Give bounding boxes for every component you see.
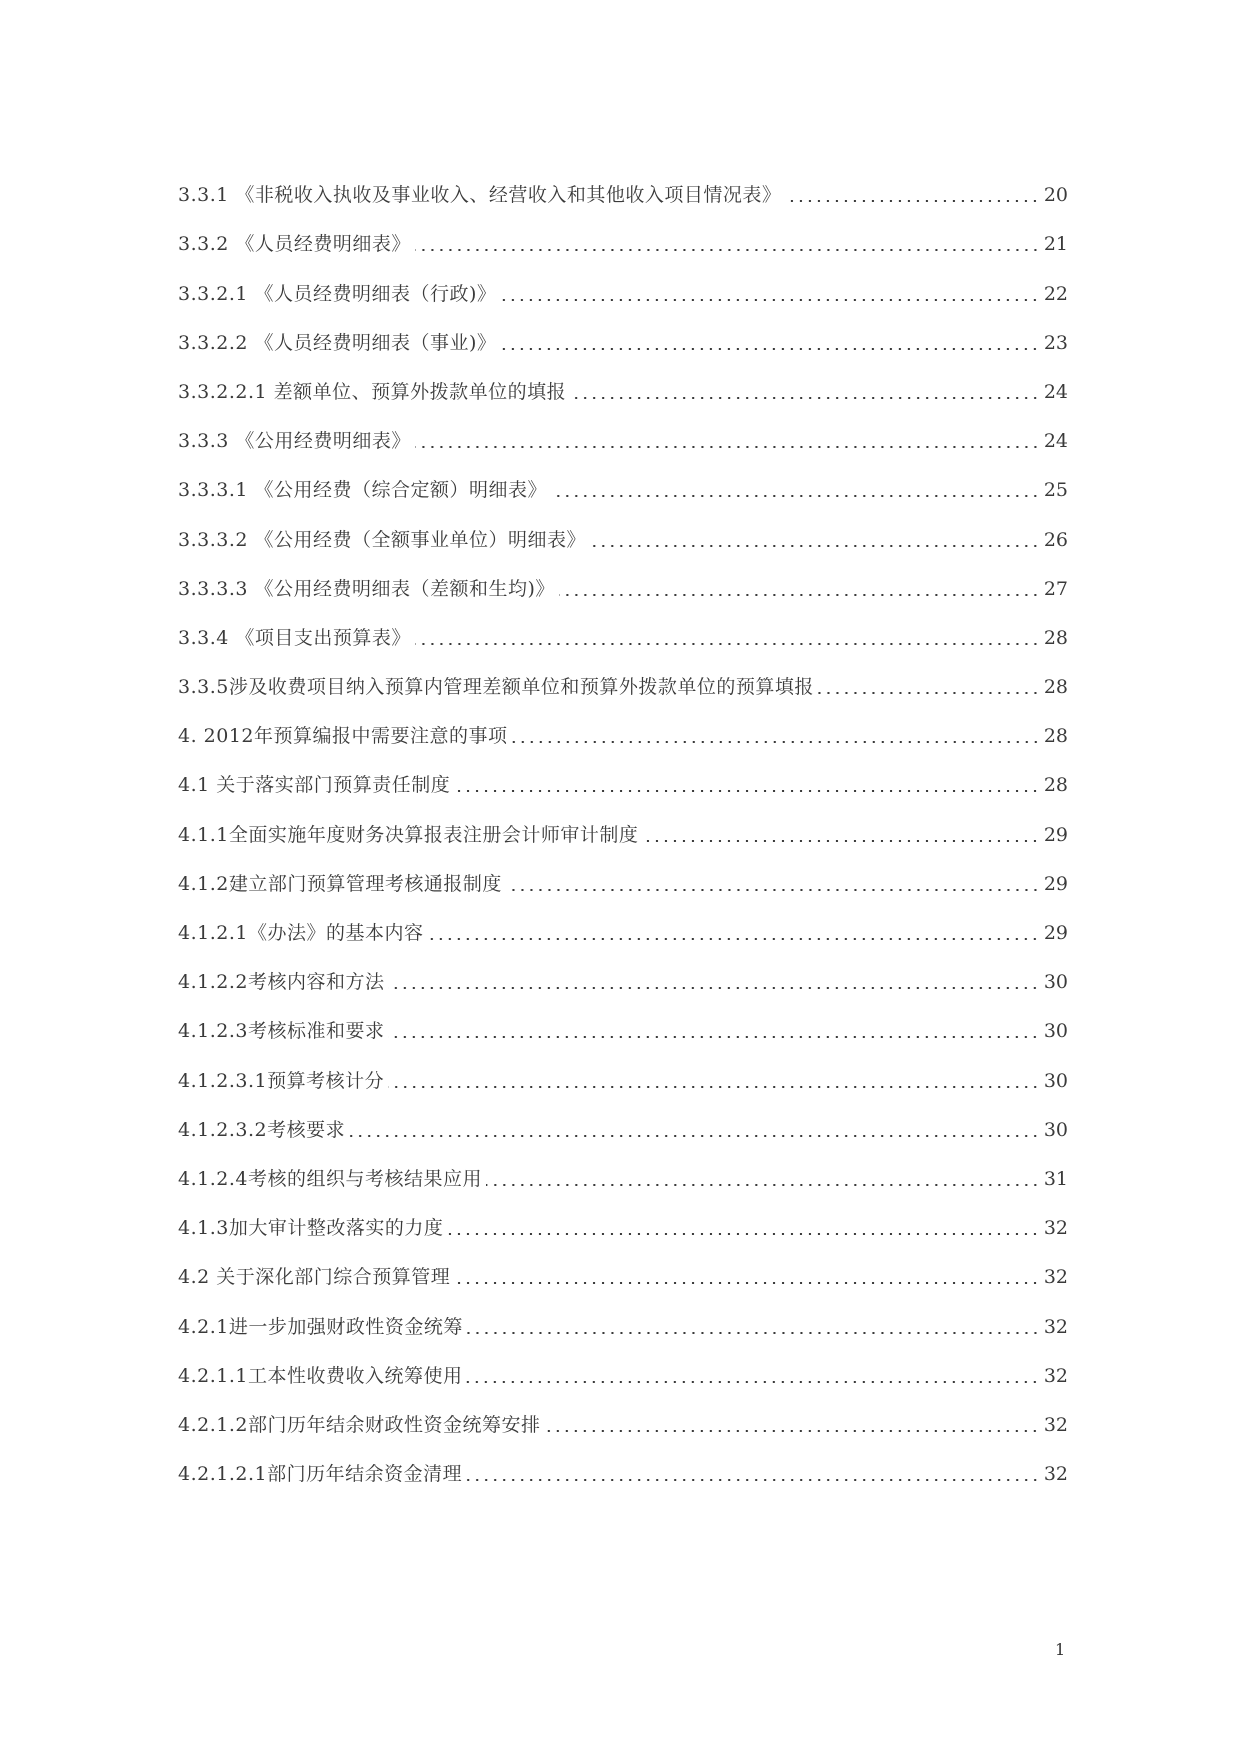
dot-leader xyxy=(500,299,1039,301)
toc-entry-page-number: 32 xyxy=(1043,1364,1068,1387)
toc-entry-page-number: 22 xyxy=(1043,282,1068,305)
toc-entry[interactable] xyxy=(178,453,1068,502)
toc-entry-title: 4.1.2.2考核内容和方法 xyxy=(178,971,385,994)
dot-leader xyxy=(785,200,1039,202)
toc-entry[interactable] xyxy=(178,748,1068,797)
toc-entry[interactable] xyxy=(178,1191,1068,1240)
toc-entry-page-number: 25 xyxy=(1043,479,1068,502)
toc-entry[interactable] xyxy=(178,1142,1068,1191)
dot-leader xyxy=(642,840,1039,842)
toc-entry[interactable] xyxy=(178,945,1068,994)
toc-entry-page-number: 32 xyxy=(1043,1266,1068,1289)
toc-entry-title: 3.3.2.2.1 差额单位、预算外拨款单位的填报 xyxy=(178,380,567,403)
toc-entry-page-number: 23 xyxy=(1043,331,1068,354)
dot-leader xyxy=(427,938,1039,940)
toc-entry-page-number: 30 xyxy=(1043,971,1068,994)
dot-leader xyxy=(500,348,1039,350)
toc-entry-page-number: 24 xyxy=(1043,380,1068,403)
toc-entry-title: 4.1.2.3考核标准和要求 xyxy=(178,1020,385,1043)
dot-leader xyxy=(512,741,1040,743)
dot-leader xyxy=(466,1381,1039,1383)
toc-entry[interactable] xyxy=(178,1339,1068,1388)
toc-entry[interactable] xyxy=(178,1093,1068,1142)
dot-leader xyxy=(590,545,1040,547)
dot-leader xyxy=(570,397,1040,399)
toc-entry-page-number: 20 xyxy=(1043,184,1068,207)
toc-entry[interactable] xyxy=(178,502,1068,551)
toc-entry-title: 3.3.2 《人员经费明细表》 xyxy=(178,233,411,256)
toc-entry[interactable] xyxy=(178,207,1068,256)
toc-entry[interactable] xyxy=(178,797,1068,846)
toc-entry-title: 3.3.4 《项目支出预算表》 xyxy=(178,626,411,649)
page-number: 1 xyxy=(1055,1640,1066,1659)
toc-entry[interactable] xyxy=(178,355,1068,404)
dot-leader xyxy=(454,790,1040,792)
dot-leader xyxy=(388,987,1039,989)
toc-entry-title: 4.1 关于落实部门预算责任制度 xyxy=(178,774,451,797)
toc-entry-title: 4.1.2.1《办法》的基本内容 xyxy=(178,922,424,944)
dot-leader xyxy=(454,1282,1040,1284)
toc-entry[interactable] xyxy=(178,158,1068,207)
dot-leader xyxy=(544,1430,1039,1432)
toc-entry-title: 4.1.2.3.2考核要求 xyxy=(178,1118,346,1141)
toc-entry[interactable] xyxy=(178,699,1068,748)
toc-entry-page-number: 32 xyxy=(1043,1463,1068,1486)
toc-entry[interactable] xyxy=(178,306,1068,355)
toc-entry-title: 4.1.2.3.1预算考核计分 xyxy=(178,1069,385,1092)
dot-leader xyxy=(447,1233,1039,1235)
toc-entry-title: 4.1.2.4考核的组织与考核结果应用 xyxy=(178,1167,482,1190)
toc-entry[interactable] xyxy=(178,1289,1068,1338)
toc-entry-title: 4.1.2建立部门预算管理考核通报制度 xyxy=(178,872,502,895)
toc-entry-page-number: 29 xyxy=(1043,922,1068,944)
toc-entry-page-number: 28 xyxy=(1043,725,1068,748)
toc-entry-page-number: 29 xyxy=(1043,823,1068,846)
dot-leader xyxy=(415,643,1040,645)
toc-entry[interactable] xyxy=(178,1388,1068,1437)
toc-entry-page-number: 28 xyxy=(1043,774,1068,797)
toc-entry[interactable] xyxy=(178,1240,1068,1289)
dot-leader xyxy=(388,1086,1040,1088)
dot-leader xyxy=(467,1332,1040,1334)
toc-entry-title: 4.2.1.1工本性收费收入统筹使用 xyxy=(178,1364,463,1387)
dot-leader xyxy=(506,889,1040,891)
toc-entry-page-number: 29 xyxy=(1043,872,1068,895)
toc-entry-title: 4.2.1.2.1部门历年结余资金清理 xyxy=(178,1463,463,1486)
toc-entry-page-number: 24 xyxy=(1043,430,1068,453)
dot-leader xyxy=(466,1479,1040,1481)
toc-entry-title: 3.3.3 《公用经费明细表》 xyxy=(178,430,411,453)
toc-entry-page-number: 31 xyxy=(1043,1167,1068,1190)
toc-entry-page-number: 27 xyxy=(1043,577,1068,600)
toc-entry-title: 4.1.3加大审计整改落实的力度 xyxy=(178,1217,444,1240)
toc-entry-title: 3.3.2.2 《人员经费明细表（事业)》 xyxy=(178,331,497,354)
toc-entry-page-number: 26 xyxy=(1043,528,1068,551)
dot-leader xyxy=(415,249,1040,251)
toc-entry[interactable] xyxy=(178,552,1068,601)
toc-entry[interactable] xyxy=(178,1043,1068,1092)
toc-entry-title: 4.2.1.2部门历年结余财政性资金统筹安排 xyxy=(178,1413,541,1436)
toc-entry[interactable] xyxy=(178,1437,1068,1486)
toc-entry-page-number: 32 xyxy=(1043,1315,1068,1338)
toc-entry-page-number: 21 xyxy=(1043,233,1068,256)
toc-entry-page-number: 30 xyxy=(1043,1118,1068,1141)
toc-entry-title: 3.3.3.1 《公用经费（综合定额）明细表》 xyxy=(178,479,548,502)
dot-leader xyxy=(486,1184,1040,1186)
toc-entry-page-number: 28 xyxy=(1043,626,1068,649)
toc-entry-title: 3.3.1 《非税收入执收及事业收入、经营收入和其他收入项目情况表》 xyxy=(178,184,782,207)
toc-entry-page-number: 32 xyxy=(1043,1217,1068,1240)
toc-entry[interactable] xyxy=(178,601,1068,650)
dot-leader xyxy=(349,1135,1040,1137)
toc-entry-title: 4.2 关于深化部门综合预算管理 xyxy=(178,1266,451,1289)
dot-leader xyxy=(551,495,1040,497)
dot-leader xyxy=(559,594,1040,596)
toc-entry-title: 4.1.1全面实施年度财务决算报表注册会计师审计制度 xyxy=(178,823,639,846)
toc-entry-page-number: 30 xyxy=(1043,1069,1068,1092)
toc-entry-title: 4.2.1进一步加强财政性资金统筹 xyxy=(178,1315,463,1338)
toc-entry[interactable] xyxy=(178,896,1068,945)
toc-entry[interactable] xyxy=(178,404,1068,453)
toc-entry[interactable] xyxy=(178,847,1068,896)
dot-leader xyxy=(818,692,1040,694)
toc-entry-title: 3.3.3.3 《公用经费明细表（差额和生均)》 xyxy=(178,577,555,600)
toc-entry[interactable] xyxy=(178,256,1068,305)
toc-entry-page-number: 28 xyxy=(1043,676,1068,699)
toc-entry-page-number: 30 xyxy=(1043,1020,1068,1043)
toc-entry[interactable] xyxy=(178,994,1068,1043)
table-of-contents xyxy=(178,170,1068,1486)
toc-entry[interactable] xyxy=(178,650,1068,699)
toc-entry-page-number: 32 xyxy=(1043,1413,1068,1436)
toc-entry-title: 4. 2012年预算编报中需要注意的事项 xyxy=(178,725,508,748)
toc-entry-title: 3.3.5涉及收费项目纳入预算内管理差额单位和预算外拨款单位的预算填报 xyxy=(178,676,814,699)
toc-entry-title: 3.3.2.1 《人员经费明细表（行政)》 xyxy=(178,282,497,305)
dot-leader xyxy=(415,446,1040,448)
dot-leader xyxy=(388,1036,1039,1038)
toc-entry-title: 3.3.3.2 《公用经费（全额事业单位）明细表》 xyxy=(178,528,587,551)
